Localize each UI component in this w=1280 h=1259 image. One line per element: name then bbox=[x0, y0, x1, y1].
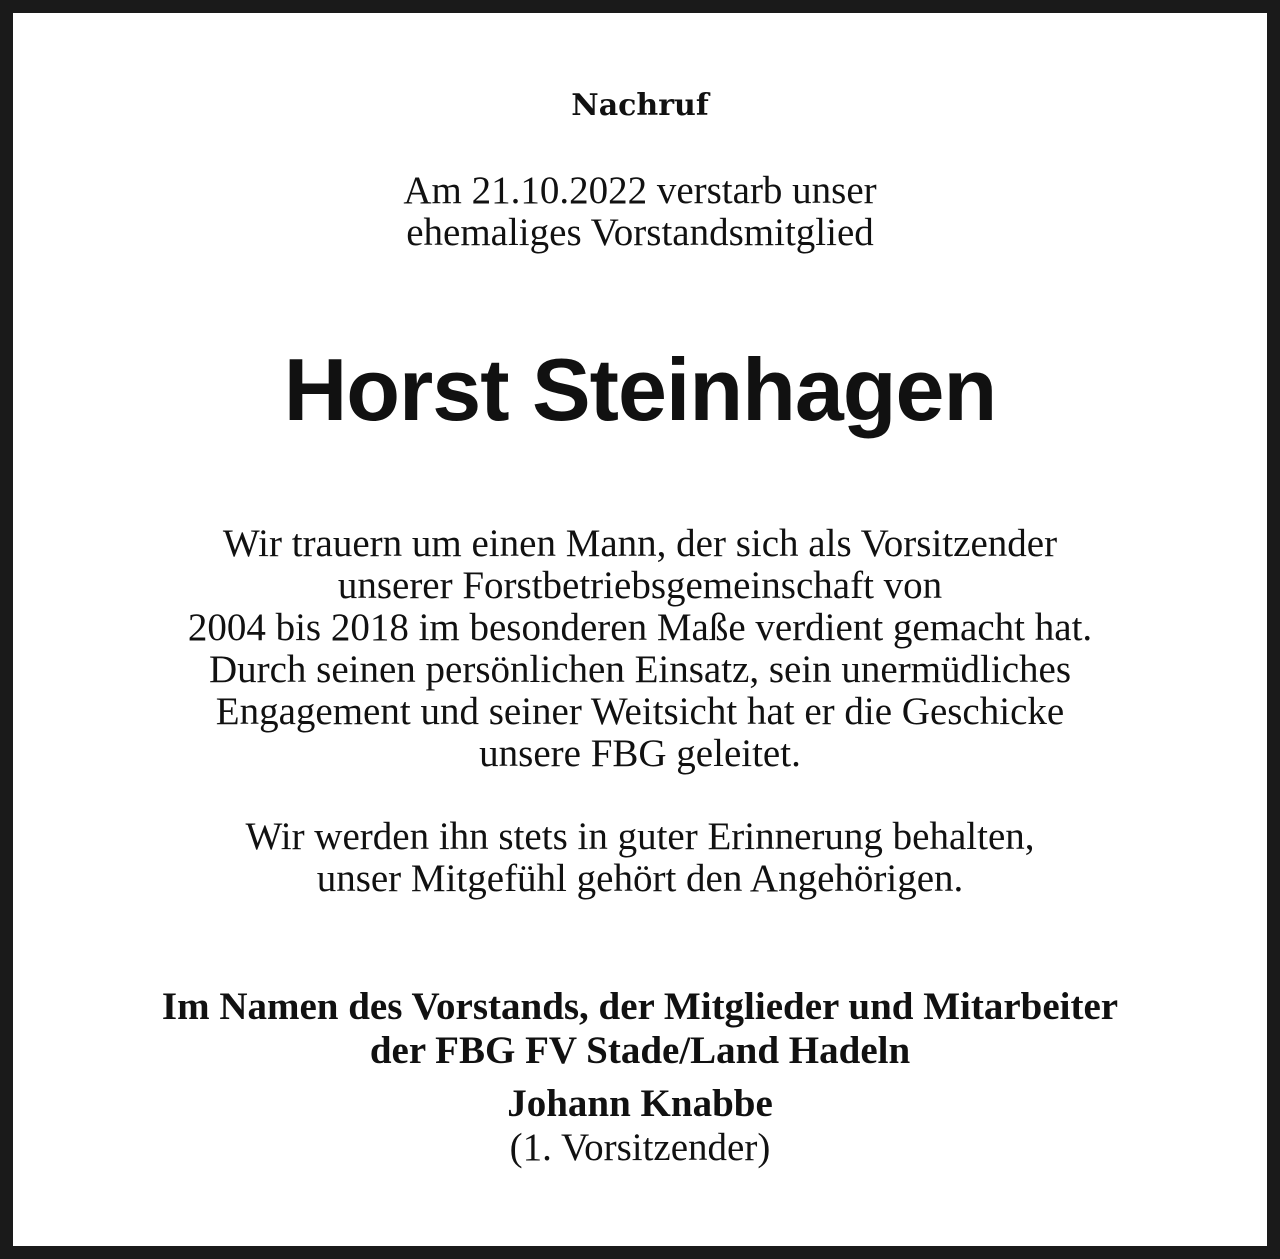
intro-line-2: ehemaliges Vorstandsmitglied bbox=[406, 211, 874, 254]
tribute-line-1: Wir trauern um einen Mann, der sich als Vorsitzender bbox=[222, 522, 1058, 565]
signer-title: (1. Vorsitzender) bbox=[509, 1126, 771, 1169]
tribute-line-5: Engagement und seiner Weitsicht hat er die Geschicke bbox=[215, 690, 1065, 733]
tribute-line-6: unsere FBG geleitet. bbox=[479, 732, 801, 775]
signature-line-2: der FBG FV Stade/Land Hadeln bbox=[369, 1029, 911, 1072]
tribute-line-3: 2004 bis 2018 im besonderen Maße verdient gemacht hat. bbox=[187, 606, 1093, 649]
signature-line-1: Im Namen des Vorstands, der Mitglieder und Mitarbeiter bbox=[161, 985, 1119, 1028]
signer-name: Johann Knabbe bbox=[507, 1082, 773, 1125]
notice-heading: Nachruf bbox=[571, 88, 709, 123]
memory-line-2: unser Mitgefühl gehört den Angehörigen. bbox=[316, 857, 964, 900]
tribute-line-2: unserer Forstbetriebsgemeinschaft von bbox=[337, 564, 943, 607]
tribute-line-4: Durch seinen persönlichen Einsatz, sein unermüdliches bbox=[208, 648, 1072, 691]
deceased-name: Horst Steinhagen bbox=[283, 340, 997, 439]
memory-line-1: Wir werden ihn stets in guter Erinnerung behalten, bbox=[245, 815, 1035, 858]
intro-line-1: Am 21.10.2022 verstarb unser bbox=[403, 169, 877, 212]
